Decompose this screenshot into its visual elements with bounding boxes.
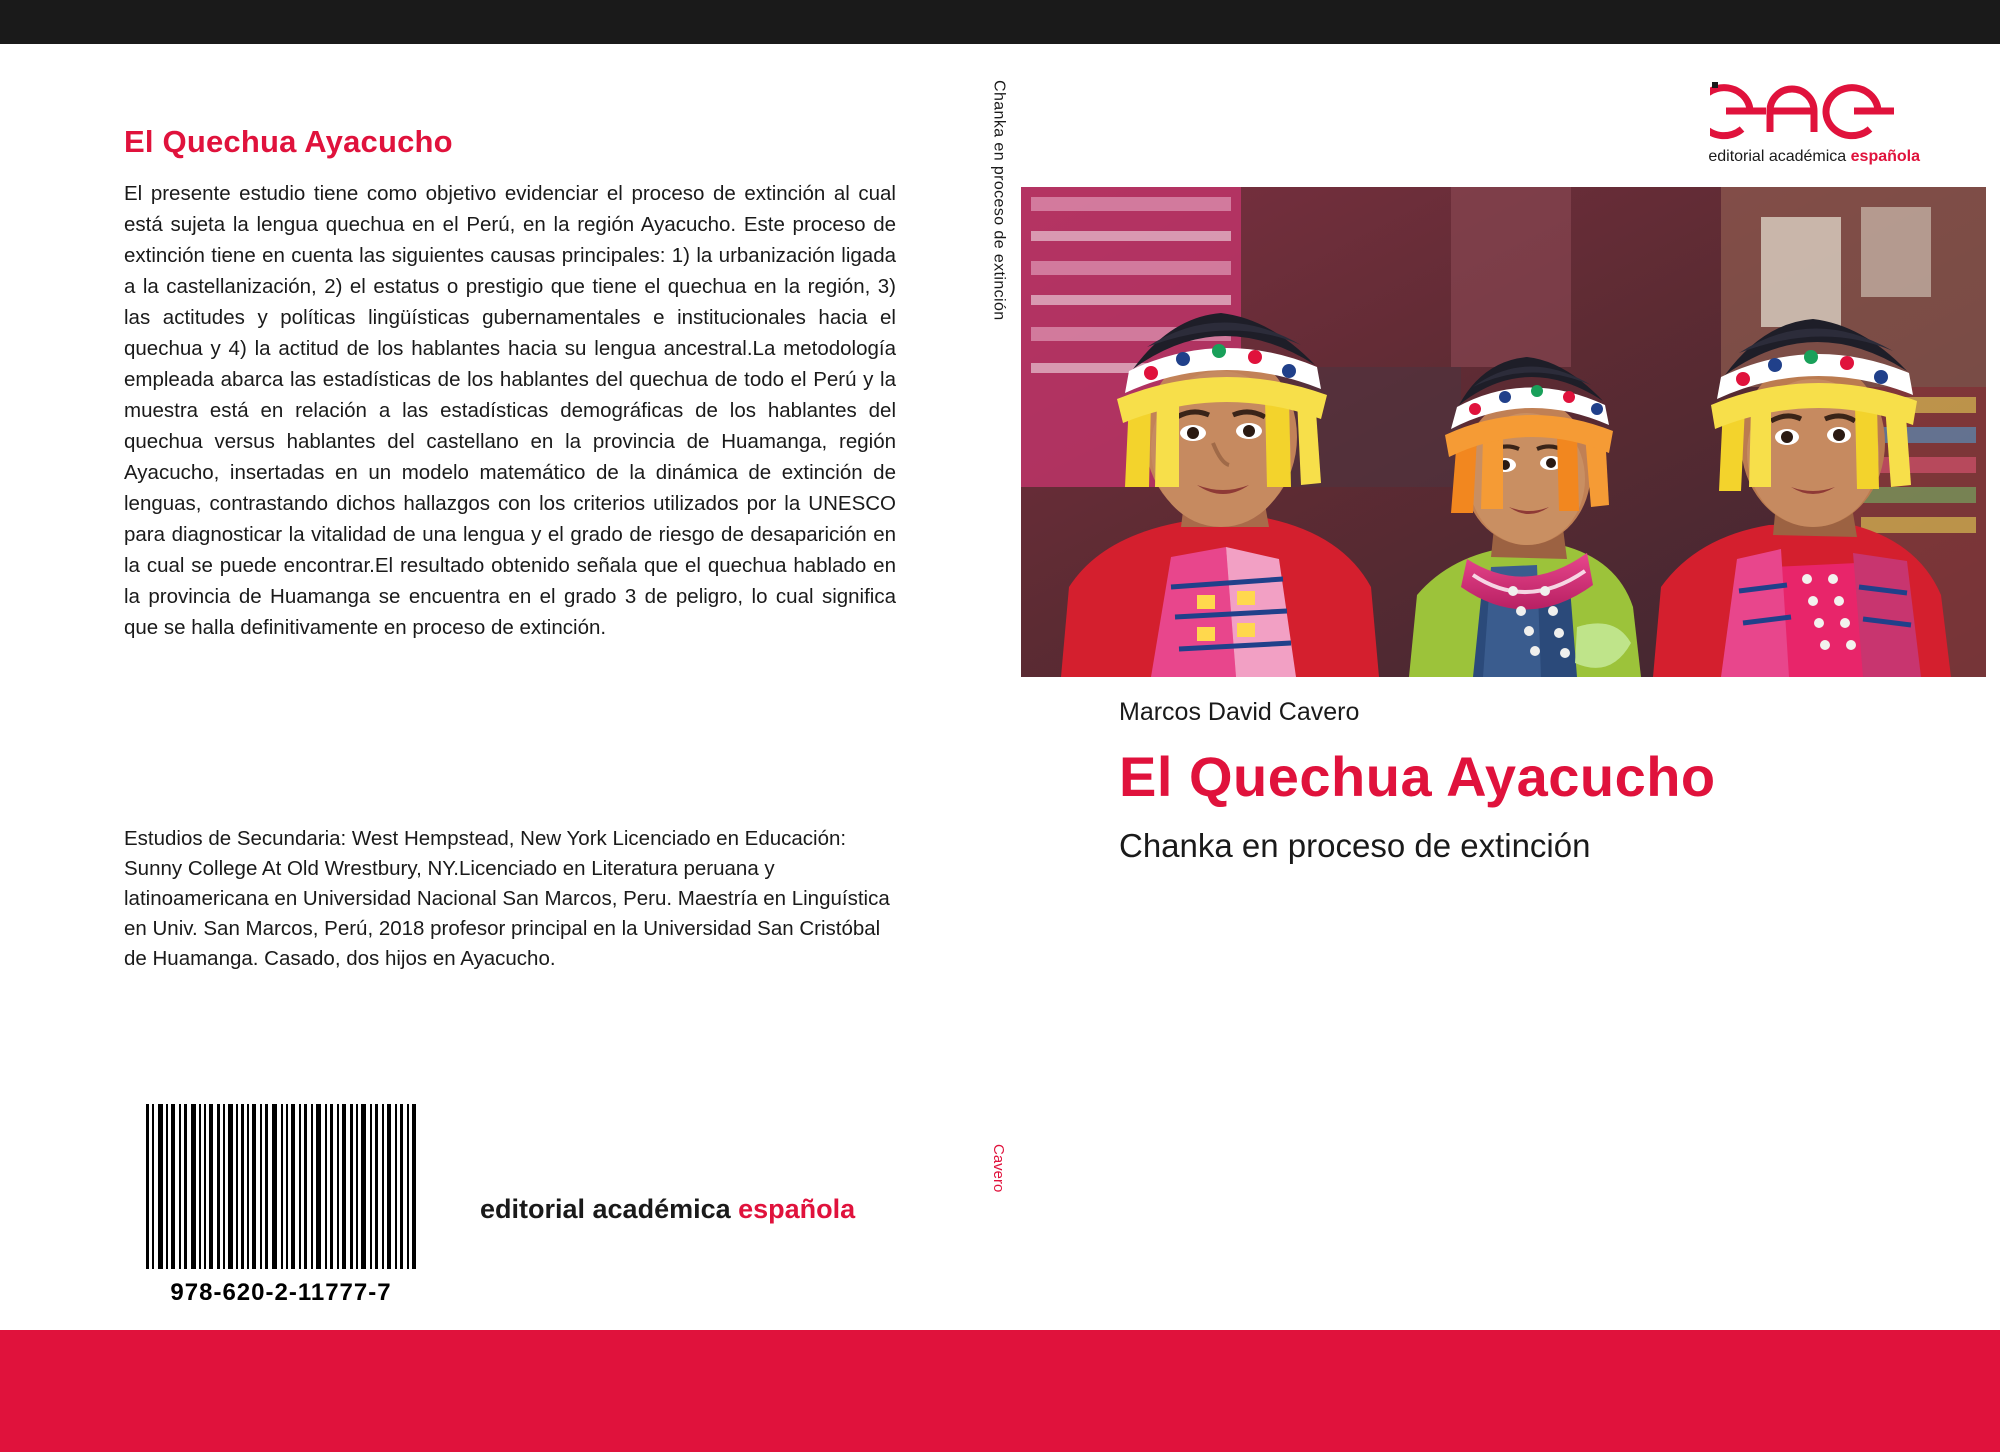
publisher-logo-caption: [1690, 148, 1920, 166]
isbn-number: 978-620-2-11777-7: [170, 1279, 392, 1306]
barcode-block: [142, 1104, 420, 1324]
front-cover-title: El Quechua Ayacucho: [1119, 745, 1716, 808]
publisher-name-part2: española: [738, 1194, 856, 1224]
logo-caption-part2: española: [1850, 148, 1920, 165]
publisher-logo-block: [1690, 80, 1920, 180]
top-color-band: [0, 0, 2000, 44]
front-cover-panel: [1021, 44, 1986, 1330]
logo-caption-part1: editorial académica: [1708, 148, 1851, 165]
author-biography: Estudios de Secundaria: West Hempstead, New York Licenciado en Educación: Sunny College At Old Wrestbury, NY.Licenciado en Literatura peruana y latinoamericana en Universidad Nacional San Marcos, Peru. Maestría en Linguística en Univ. San Marcos, Perú, 2018 profesor principal en la Universidad San Cristóbal de Huamanga. Casado, dos hijos en Ayacucho.: [124, 827, 890, 970]
spine-author: Cavero: [990, 1144, 1007, 1193]
front-cover-subtitle: Chanka en proceso de extinción: [1119, 827, 1591, 864]
back-cover-title: El Quechua Ayacucho: [124, 124, 453, 159]
back-cover-abstract: El presente estudio tiene como objetivo evidenciar el proceso de extinción al cual está sujeta la lengua quechua en el Perú, en la región Ayacucho. Este proceso de extinción tiene en cuenta las siguientes causas principales: 1) la urbanización ligada a la castellanización, 2) el estatus o prestigio que tiene el quechua en la región, 3) las actitudes y políticas lingüísticas gubernamentales e institucionales hacia el quechua y 4) la actitud de los hablantes hacia su lengua ancestral.La metodología empleada abarca las estadísticas de los hablantes del quechua de todo el Perú y la muestra está en relación a las estadísticas demográficas de los hablantes del quechua versus hablantes del castellano en la provincia de Huamanga, región Ayacucho, insertadas en un modelo matemático de la dinámica de extinción de lenguas, contrastando dichos hallazgos con los criterios utilizados por la UNESCO para diagnosticar la vitalidad de una lengua y el grado de riesgo de desaparición en la cual se puede encontrar.El resultado obtenido señala que el quechua hablado en la provincia de Huamanga se encuentra en el grado 3 de peligro, lo cual significa que se halla definitivamente en proceso de extinción.: [124, 182, 896, 639]
front-cover-author: Marcos David Cavero: [1119, 698, 1360, 726]
right-margin-strip: [1986, 44, 2000, 1330]
bottom-color-band: [0, 1330, 2000, 1452]
left-margin-strip: [0, 44, 14, 1330]
publisher-name-back: [480, 1194, 855, 1225]
cover-photograph: [1021, 187, 1986, 677]
publisher-name-part1: editorial académica: [480, 1194, 739, 1224]
back-cover-panel: [14, 44, 976, 1330]
cover-photo-illustration: [1021, 187, 1986, 677]
eae-logo-icon: [1710, 80, 1920, 142]
spine-title: Chanka en proceso de extinción: [990, 80, 1008, 321]
barcode-icon: [142, 1104, 420, 1269]
spine-panel: [976, 44, 1021, 1330]
